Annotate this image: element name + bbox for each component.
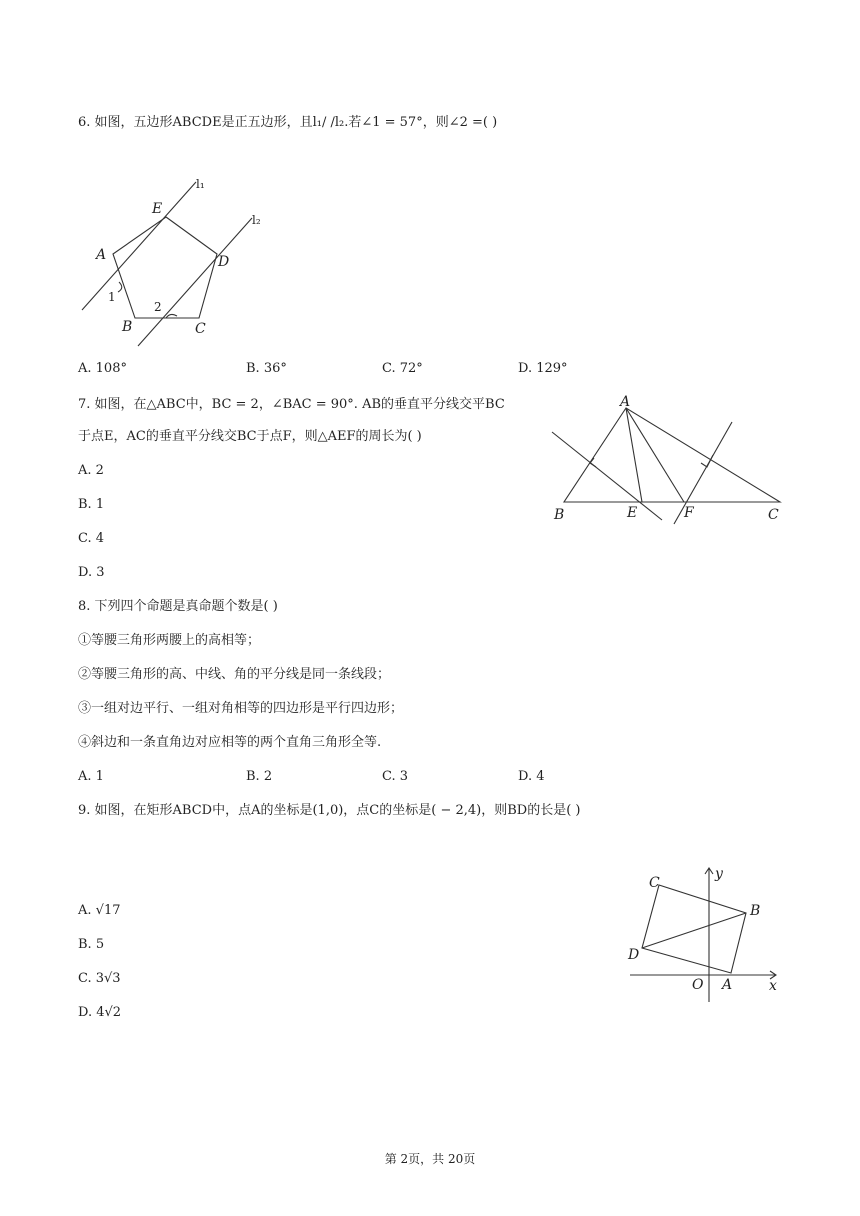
label-b: B — [554, 507, 565, 523]
q6-option-a: A. 108° — [78, 361, 127, 376]
label-e: E — [152, 201, 163, 217]
q9-option-c — [78, 970, 121, 988]
q9-option-d-value: 4√2 — [96, 1005, 122, 1020]
line-l1 — [82, 182, 196, 310]
q9-option-d-prefix: D. — [78, 1005, 97, 1020]
label-c: C — [649, 875, 660, 891]
label-l1: l₁ — [196, 177, 205, 191]
triangle-abc — [564, 408, 780, 502]
q8-option-d: D. 4 — [518, 769, 545, 784]
q8-item-1: ①等腰三角形两腰上的高相等； — [78, 633, 261, 648]
q7-option-c: C. 4 — [78, 531, 105, 546]
label-a: A — [96, 247, 107, 263]
q9-option-c-prefix: C. — [78, 971, 96, 986]
label-a: A — [722, 977, 733, 993]
q6-stem: 6. 如图，五边形ABCDE是正五边形，且l₁/ /l₂.若∠1 = 57°，则∠2 =( ) — [78, 115, 498, 130]
q6-option-c: C. 72° — [382, 361, 423, 376]
q6-option-b: B. 36° — [246, 361, 287, 376]
page-footer: 第 2页，共 20页 — [384, 1152, 476, 1166]
label-e: E — [627, 505, 638, 521]
q8-option-b: B. 2 — [246, 769, 273, 784]
q7-stem-line2: 于点E，AC的垂直平分线交BC于点F，则△AEF的周长为( ) — [78, 429, 422, 444]
q9-option-b — [78, 936, 104, 954]
label-b: B — [750, 903, 761, 919]
q8-item-4: ④斜边和一条直角边对应相等的两个直角三角形全等. — [78, 735, 382, 750]
angle-1-arc — [118, 282, 122, 292]
pentagon-abcde — [113, 217, 217, 318]
label-x: x — [769, 978, 777, 994]
q7-figure — [548, 392, 788, 528]
label-angle-2: 2 — [154, 300, 162, 314]
q8-item-3: ③一组对边平行、一组对角相等的四边形是平行四边形； — [78, 701, 404, 716]
label-o: O — [692, 977, 704, 993]
q8-option-a: A. 1 — [78, 769, 104, 784]
q9-option-a — [78, 902, 120, 920]
segment-af — [626, 408, 684, 502]
label-a: A — [620, 394, 631, 410]
perp-bisector-ac — [674, 422, 732, 524]
q9-option-a-prefix: A. — [78, 903, 96, 918]
q7-stem-line1: 7. 如图，在△ABC中，BC = 2，∠BAC = 90°. AB的垂直平分线交平BC — [78, 397, 505, 412]
label-d: D — [628, 947, 640, 963]
label-d: D — [218, 254, 230, 270]
label-angle-1: 1 — [108, 290, 116, 304]
label-y: y — [715, 866, 723, 882]
q9-figure — [626, 862, 786, 1002]
q8-option-c: C. 3 — [382, 769, 409, 784]
segment-ae — [626, 408, 642, 502]
q6-figure — [78, 170, 278, 350]
q9-stem: 9. 如图，在矩形ABCD中，点A的坐标是(1,0)，点C的坐标是( − 2,4)，则BD的长是( ) — [78, 803, 581, 818]
label-f: F — [684, 505, 694, 521]
q9-option-b-value: 5 — [95, 937, 105, 952]
q7-option-a: A. 2 — [78, 463, 104, 478]
q9-option-d — [78, 1004, 121, 1022]
q8-item-2: ②等腰三角形的高、中线、角的平分线是同一条线段； — [78, 667, 391, 682]
perp-bisector-ab — [552, 432, 662, 520]
label-c: C — [195, 321, 206, 337]
rectangle-abcd — [642, 885, 746, 973]
label-l2: l₂ — [252, 213, 261, 227]
q8-stem: 8. 下列四个命题是真命题个数是( ) — [78, 599, 278, 614]
q9-option-c-value: 3√3 — [95, 971, 121, 986]
label-c: C — [768, 507, 779, 523]
q9-option-b-prefix: B. — [78, 937, 96, 952]
diagonal-bd — [642, 913, 746, 948]
label-b: B — [122, 319, 133, 335]
right-angle-mark-ab — [590, 458, 596, 467]
q7-option-b: B. 1 — [78, 497, 105, 512]
q7-option-d: D. 3 — [78, 565, 105, 580]
q6-option-d: D. 129° — [518, 361, 568, 376]
q9-option-a-value: √17 — [95, 903, 121, 918]
